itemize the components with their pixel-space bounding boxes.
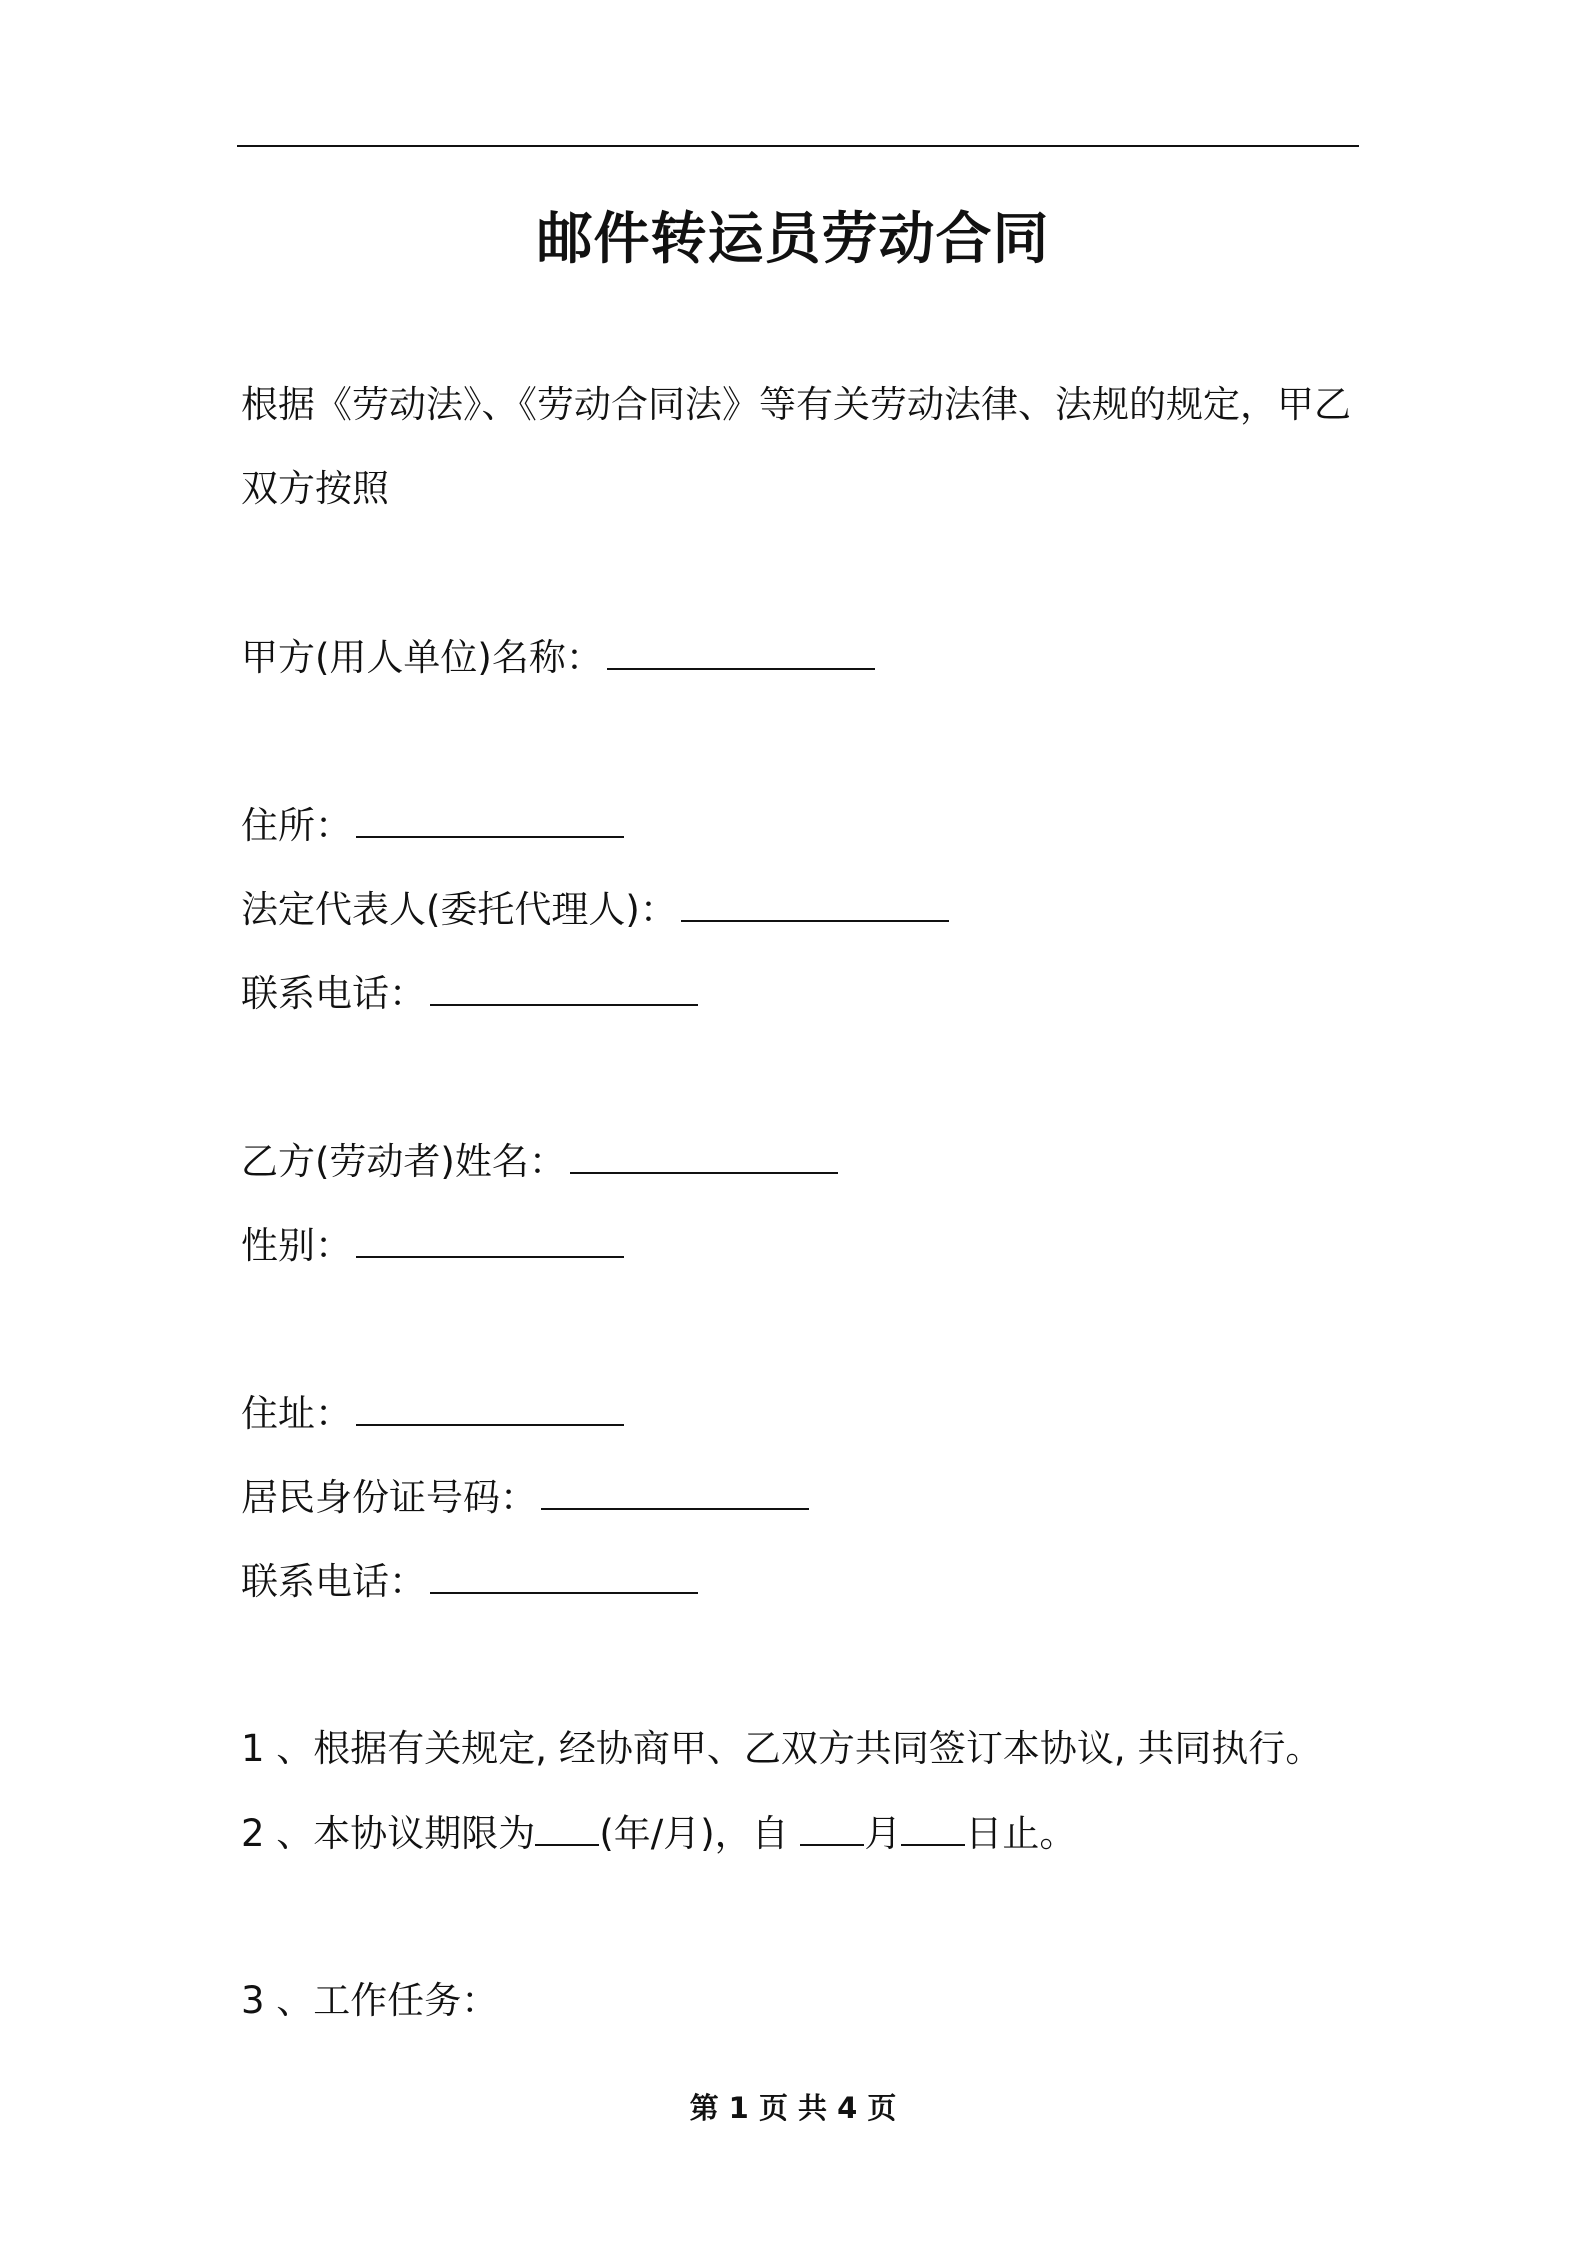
clause-2-month-blank[interactable]: [800, 1808, 864, 1846]
header-rule: [237, 145, 1359, 147]
party-a-name-row: [241, 632, 875, 683]
party-a-representative-blank[interactable]: [681, 884, 949, 922]
clause-2-part-2: (年/月)，自: [599, 1812, 801, 1855]
clause-2-part-4: 日止。: [965, 1812, 1077, 1855]
party-b-phone-label: 联系电话：: [241, 1560, 426, 1603]
clause-2: [241, 1808, 1076, 1859]
party-a-phone-label: 联系电话：: [241, 972, 426, 1015]
party-a-phone-row: [241, 968, 698, 1019]
party-b-gender-label: 性别：: [241, 1224, 352, 1267]
clause-3: 3 、工作任务：: [241, 1979, 499, 2022]
party-b-name-blank[interactable]: [570, 1136, 838, 1174]
clause-1: 1 、根据有关规定, 经协商甲、乙双方共同签订本协议, 共同执行。: [241, 1727, 1323, 1770]
party-a-phone-blank[interactable]: [430, 968, 698, 1006]
party-b-address-blank[interactable]: [356, 1388, 624, 1426]
party-a-representative-row: [241, 884, 949, 935]
party-b-id-blank[interactable]: [541, 1472, 809, 1510]
intro-line-1: 根据《劳动法》、《劳动合同法》等有关劳动法律、法规的规定，甲乙: [241, 383, 1351, 426]
party-a-name-label: 甲方(用人单位)名称：: [241, 636, 603, 679]
page-indicator: 第 1 页 共 4 页: [689, 2091, 897, 2125]
clause-2-part-3: 月: [864, 1812, 902, 1855]
intro-line-2: 双方按照: [241, 467, 389, 510]
party-b-phone-row: [241, 1556, 698, 1607]
party-a-address-label: 住所：: [241, 804, 352, 847]
party-b-name-label: 乙方(劳动者)姓名：: [241, 1140, 566, 1183]
party-b-id-row: [241, 1472, 809, 1523]
clause-2-day-blank[interactable]: [901, 1808, 965, 1846]
party-a-name-blank[interactable]: [607, 632, 875, 670]
clause-2-term-blank[interactable]: [535, 1808, 599, 1846]
document-title: 邮件转运员劳动合同: [536, 207, 1050, 272]
party-a-representative-label: 法定代表人(委托代理人)：: [241, 888, 677, 931]
party-b-id-label: 居民身份证号码：: [241, 1476, 537, 1519]
party-b-gender-row: [241, 1220, 624, 1271]
party-b-phone-blank[interactable]: [430, 1556, 698, 1594]
party-b-address-label: 住址：: [241, 1392, 352, 1435]
clause-2-part-1: 2 、本协议期限为: [241, 1812, 536, 1855]
party-a-address-row: [241, 800, 624, 851]
party-b-address-row: [241, 1388, 624, 1439]
party-a-address-blank[interactable]: [356, 800, 624, 838]
party-b-gender-blank[interactable]: [356, 1220, 624, 1258]
party-b-name-row: [241, 1136, 838, 1187]
